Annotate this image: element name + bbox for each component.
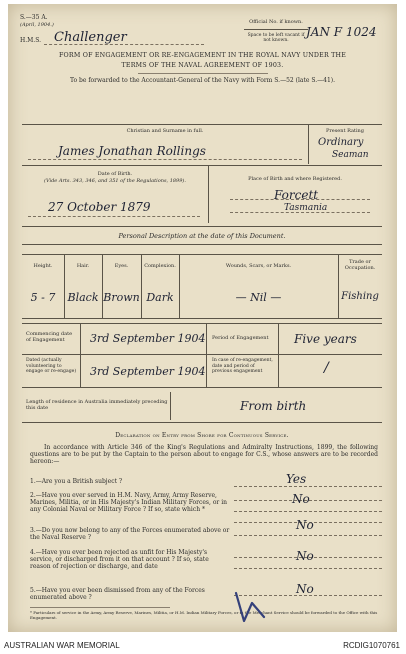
reeng-value: / — [324, 360, 329, 376]
birthplace-value2: Tasmania — [284, 203, 328, 213]
col-eyes: Eyes. — [114, 263, 129, 269]
col-trade: Trade or Occupation. — [344, 259, 376, 271]
official-no-value: JAN F 1024 — [306, 25, 377, 39]
answer-line-3 — [234, 535, 382, 536]
birthplace-value1: Forcett — [274, 188, 319, 202]
answer-5: No — [296, 582, 314, 596]
form-date: (April, 1904.) — [20, 22, 54, 28]
declaration-heading: Declaration on Entry from Shore for Continuous Service. — [115, 432, 289, 439]
rule — [206, 323, 207, 387]
dob-value: 27 October 1879 — [48, 200, 151, 214]
forward-line: To be forwarded to the Accountant-General of the Navy with Form S.—52 (late S.—41). — [69, 77, 336, 84]
ink-mark-icon — [230, 587, 270, 627]
question-5: 5.—Have you ever been dismissed from any of the Forces enumerated above ? — [30, 587, 205, 601]
col-wounds: Wounds, Scars, or Marks. — [225, 263, 292, 269]
residence-label: Length of residence in Australia immediately preceding this date — [26, 399, 168, 411]
rule — [22, 254, 382, 255]
question-3: 3.—Do you now belong to any of the Forces enumerated above or the Naval Reserve ? — [30, 527, 230, 541]
question-1: 1.—Are you a British subject ? — [30, 478, 123, 485]
wounds-value: — Nil — — [235, 291, 282, 304]
ship-name-line — [44, 44, 204, 45]
footnote: * Particulars of service in the Army, Army Reserve, Marines, Militia, or H.M. Indian Military Forces, or in the Merchant Service should be forwarded to the Office with this Engagement. — [30, 610, 378, 620]
dob-line — [28, 216, 200, 217]
footer-bar — [0, 636, 406, 654]
declaration-intro: In accordance with Article 346 of the King's Regulations and Admiralty Instructions, 1899, the following questions are to be put by the Captain to the person about to engage for C.S., whose answers are to be recorded hereon:— — [30, 444, 378, 465]
description-heading: Personal Description at the date of this Document. — [118, 232, 286, 240]
official-no-label: Official No. if known. — [249, 19, 303, 25]
dob-label: Date of Birth. — [97, 171, 133, 177]
period-label: Period of Engagement — [212, 335, 269, 341]
answer-2: No — [292, 492, 310, 506]
birthplace-line2 — [230, 212, 370, 213]
rule — [22, 387, 382, 388]
height-value: 5 - 7 — [30, 291, 56, 304]
answer-line-2b — [234, 511, 382, 512]
name-value: James Jonathan Rollings — [58, 144, 206, 158]
birthplace-label: Place of Birth and where Registered. — [248, 176, 342, 182]
commencing-label: Commencing date of Engagement — [26, 331, 73, 343]
title-rule — [138, 73, 268, 74]
footer-credit: AUSTRALIAN WAR MEMORIAL — [4, 641, 120, 650]
rule — [22, 422, 382, 423]
document-page — [8, 4, 397, 632]
dob-sublabel: (Vide Arts. 343, 346, and 351 of the Regulations, 1899). — [44, 178, 186, 184]
form-title-line1: FORM OF ENGAGEMENT OR RE-ENGAGEMENT IN THE ROYAL NAVY UNDER THE — [58, 52, 346, 59]
rule — [278, 323, 279, 387]
trade-value: Fishing — [341, 291, 379, 302]
residence-value: From birth — [240, 399, 307, 413]
rule — [22, 226, 382, 227]
question-2: 2.—Have you ever served in H.M. Navy, Army, Army Reserve, Marines, Militia, or in His Majesty's Indian Military Forces, or in any Colonial Naval or Military Force ? If so, state which * — [30, 492, 227, 513]
ship-label: H.M.S. — [20, 37, 41, 44]
rating-value1: Ordinary — [318, 137, 364, 148]
birthplace-line1 — [230, 199, 370, 200]
commencing-value: 3rd September 1904 — [90, 332, 206, 345]
dated-label: Dated (actually volunteering to engage or re-engage) — [26, 358, 77, 375]
answer-line-1 — [234, 486, 382, 487]
form-code: S.—35 A. — [20, 14, 48, 21]
question-4: 4.—Have you ever been rejected as unfit for His Majesty's service, or discharged from it on that account ? If so, state reason of rejection or discharge, and date — [30, 549, 209, 570]
complexion-value: Dark — [146, 291, 174, 304]
name-line — [28, 159, 302, 160]
footer-id: RCDIG1070761 — [343, 641, 400, 650]
answer-1: Yes — [286, 472, 307, 486]
form-title-line2: TERMS OF THE NAVAL AGREEMENT OF 1903. — [121, 62, 284, 69]
rating-label: Present Rating — [326, 128, 364, 134]
dated-value: 3rd September 1904 — [90, 365, 206, 378]
name-label: Christian and Surname in full. — [126, 128, 204, 134]
eyes-value: Brown — [103, 291, 140, 304]
space-label: Space to be left vacant if not known. — [247, 33, 305, 43]
rule — [170, 392, 171, 420]
col-height: Height. — [33, 263, 53, 269]
rule — [22, 124, 382, 125]
answer-line-4b — [234, 568, 382, 569]
rating-value2: Seaman — [332, 150, 369, 160]
rule — [22, 354, 382, 355]
rule — [208, 165, 209, 223]
reeng-label: In case of re-engagement, date and period of previous engagement — [212, 358, 273, 375]
ship-name: Challenger — [54, 30, 127, 45]
col-complexion: Complexion. — [144, 263, 176, 269]
period-value: Five years — [294, 332, 357, 346]
rule — [22, 323, 382, 324]
hair-value: Black — [67, 291, 99, 304]
footnote-rule — [30, 607, 170, 608]
answer-4: No — [296, 549, 314, 563]
col-hair: Hair. — [76, 263, 90, 269]
rule — [22, 318, 382, 319]
answer-3: No — [296, 518, 314, 532]
rule — [22, 244, 382, 245]
rule — [80, 323, 81, 387]
rule — [22, 165, 382, 166]
official-no-line — [244, 29, 308, 30]
